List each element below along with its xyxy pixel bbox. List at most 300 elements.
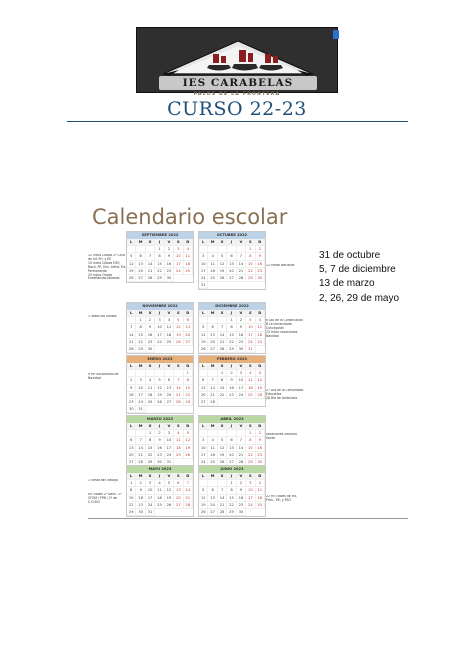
day-cell: 4 (165, 317, 174, 324)
empty-cell (208, 480, 217, 487)
day-cell: 25 (256, 339, 265, 346)
day-cell: 20 (174, 495, 183, 502)
day-cell: 1 (146, 430, 155, 437)
day-cell: 20 (227, 452, 236, 459)
day-cell: 24 (199, 459, 208, 466)
day-cell: 21 (218, 502, 227, 509)
day-cell: 27 (165, 399, 174, 406)
day-cell: 8 (246, 253, 255, 260)
month-6 (126, 415, 194, 467)
day-cell: 16 (146, 332, 155, 339)
day-cell: 22 (184, 392, 193, 399)
weekday-label: D (184, 423, 193, 430)
day-cell: 17 (246, 495, 255, 502)
day-cell: 23 (237, 339, 246, 346)
day-cell: 31 (146, 509, 155, 516)
weekday-label: X (218, 363, 227, 370)
day-cell: 19 (218, 268, 227, 275)
day-cell: 22 (246, 452, 255, 459)
weekday-label: M (136, 363, 145, 370)
day-cell: 11 (165, 324, 174, 331)
day-cell: 11 (146, 385, 155, 392)
weekday-label: V (237, 310, 246, 317)
day-cell: 16 (136, 495, 145, 502)
weekday-label: X (218, 473, 227, 480)
day-grid (199, 363, 265, 406)
day-cell: 5 (199, 324, 208, 331)
day-cell: 5 (199, 487, 208, 494)
day-cell: 29 (146, 459, 155, 466)
weekday-label: X (146, 473, 155, 480)
weekday-label: D (256, 473, 265, 480)
weekday-label: D (256, 310, 265, 317)
day-grid (199, 239, 265, 289)
day-cell: 13 (127, 445, 136, 452)
school-logo (136, 27, 338, 93)
weekday-label: L (127, 363, 136, 370)
day-cell: 20 (227, 268, 236, 275)
note-june: 22 Fin clases de Inf., Prim., EE, y ESO (266, 495, 298, 502)
weekday-label: J (155, 239, 164, 246)
day-cell: 17 (155, 332, 164, 339)
weekday-label: M (136, 473, 145, 480)
day-cell: 4 (146, 377, 155, 384)
day-cell: 24 (136, 399, 145, 406)
day-cell: 8 (136, 324, 145, 331)
empty-cell (136, 246, 145, 253)
weekday-label: L (199, 239, 208, 246)
day-grid (199, 473, 265, 516)
day-cell: 4 (174, 430, 183, 437)
day-cell: 5 (184, 430, 193, 437)
weekday-label: L (199, 310, 208, 317)
day-cell: 9 (237, 324, 246, 331)
day-cell: 23 (227, 392, 236, 399)
day-cell: 1 (127, 480, 136, 487)
empty-cell (199, 246, 208, 253)
weekday-label: D (184, 363, 193, 370)
day-cell: 12 (256, 377, 265, 384)
day-cell: 5 (155, 377, 164, 384)
day-cell: 28 (127, 346, 136, 353)
day-cell: 24 (199, 275, 208, 282)
day-cell: 18 (246, 385, 255, 392)
month-name: ENERO 2023 (127, 356, 193, 363)
day-cell: 7 (218, 487, 227, 494)
day-cell: 5 (218, 437, 227, 444)
day-cell: 29 (246, 459, 255, 466)
weekday-label: D (256, 363, 265, 370)
day-cell: 19 (256, 385, 265, 392)
day-cell: 26 (184, 452, 193, 459)
weekday-label: L (127, 473, 136, 480)
weekday-label: X (218, 310, 227, 317)
day-cell: 29 (155, 275, 164, 282)
logo-tagline: PALOS DE LA FRONTERA (193, 92, 281, 97)
empty-cell (174, 370, 183, 377)
day-cell: 30 (146, 346, 155, 353)
day-cell: 30 (237, 346, 246, 353)
day-cell: 22 (136, 339, 145, 346)
weekday-label: V (165, 473, 174, 480)
weekday-label: S (174, 363, 183, 370)
day-cell: 19 (155, 392, 164, 399)
day-cell: 13 (165, 385, 174, 392)
empty-cell (127, 317, 136, 324)
day-cell: 30 (127, 406, 136, 413)
day-cell: 22 (127, 502, 136, 509)
day-cell: 7 (127, 324, 136, 331)
day-cell: 21 (136, 452, 145, 459)
weekday-label: S (246, 473, 255, 480)
day-cell: 14 (218, 495, 227, 502)
note-may-end: Fin clases 2º Bach. 2º CFGM / FPB / 2º de C.G.EIO (88, 493, 122, 504)
day-cell: 2 (165, 246, 174, 253)
day-cell: 24 (155, 339, 164, 346)
day-cell: 17 (146, 495, 155, 502)
day-cell: 29 (127, 509, 136, 516)
day-grid (127, 310, 193, 353)
day-cell: 29 (227, 509, 236, 516)
day-cell: 14 (208, 385, 217, 392)
day-cell: 31 (165, 459, 174, 466)
day-cell: 4 (208, 253, 217, 260)
day-cell: 7 (237, 253, 246, 260)
day-cell: 10 (199, 445, 208, 452)
note-february: 27 Día de la Comunidad Educativa 28 Día de Andalucía (266, 389, 304, 400)
day-cell: 16 (127, 392, 136, 399)
day-cell: 10 (237, 377, 246, 384)
day-cell: 26 (199, 509, 208, 516)
day-cell: 7 (136, 437, 145, 444)
day-cell: 28 (174, 399, 183, 406)
weekday-label: X (146, 423, 155, 430)
day-cell: 20 (136, 268, 145, 275)
day-cell: 21 (146, 268, 155, 275)
day-cell: 25 (146, 399, 155, 406)
day-cell: 1 (227, 317, 236, 324)
day-cell: 19 (218, 452, 227, 459)
day-cell: 15 (227, 332, 236, 339)
weekday-label: J (227, 239, 236, 246)
day-cell: 2 (256, 430, 265, 437)
empty-cell (127, 370, 136, 377)
day-cell: 25 (174, 452, 183, 459)
month-5 (198, 355, 266, 407)
day-cell: 25 (208, 275, 217, 282)
weekday-label: S (174, 310, 183, 317)
day-cell: 21 (237, 452, 246, 459)
day-cell: 6 (127, 437, 136, 444)
month-8 (126, 465, 194, 517)
day-cell: 24 (246, 339, 255, 346)
day-cell: 1 (246, 246, 255, 253)
day-cell: 2 (127, 377, 136, 384)
day-cell: 18 (174, 445, 183, 452)
month-7 (198, 415, 266, 467)
day-cell: 8 (155, 253, 164, 260)
day-cell: 9 (155, 437, 164, 444)
day-cell: 22 (155, 268, 164, 275)
day-cell: 7 (174, 377, 183, 384)
day-cell: 15 (246, 445, 255, 452)
day-cell: 19 (199, 339, 208, 346)
day-cell: 16 (237, 332, 246, 339)
weekday-label: J (227, 423, 236, 430)
day-cell: 15 (155, 261, 164, 268)
day-cell: 18 (155, 495, 164, 502)
day-cell: 9 (237, 487, 246, 494)
day-cell: 17 (136, 392, 145, 399)
day-cell: 3 (237, 370, 246, 377)
day-cell: 22 (246, 268, 255, 275)
day-cell: 2 (227, 370, 236, 377)
day-cell: 29 (246, 275, 255, 282)
day-cell: 12 (165, 487, 174, 494)
month-0 (126, 231, 194, 283)
day-cell: 14 (237, 261, 246, 268)
day-cell: 7 (146, 253, 155, 260)
notable-dates (319, 249, 399, 306)
note-october: 12 Fiesta Nacional (266, 264, 295, 267)
day-cell: 10 (174, 253, 183, 260)
day-cell: 4 (184, 246, 193, 253)
weekday-label: M (208, 239, 217, 246)
day-cell: 10 (165, 437, 174, 444)
day-cell: 30 (136, 509, 145, 516)
empty-cell (208, 246, 217, 253)
day-cell: 20 (165, 392, 174, 399)
day-cell: 18 (208, 268, 217, 275)
day-cell: 26 (218, 275, 227, 282)
day-cell: 5 (174, 317, 183, 324)
day-cell: 31 (199, 282, 208, 289)
day-cell: 28 (146, 275, 155, 282)
empty-cell (127, 430, 136, 437)
day-cell: 12 (127, 261, 136, 268)
day-cell: 8 (227, 487, 236, 494)
empty-cell (237, 430, 246, 437)
day-cell: 8 (184, 377, 193, 384)
day-cell: 13 (208, 332, 217, 339)
month-name: ABRIL 2023 (199, 416, 265, 423)
weekday-label: J (227, 310, 236, 317)
day-cell: 17 (199, 268, 208, 275)
note-april: Vacaciones Semana Santa (266, 433, 297, 440)
day-cell: 14 (174, 385, 183, 392)
day-cell: 12 (199, 495, 208, 502)
day-cell: 11 (208, 261, 217, 268)
day-cell: 10 (155, 324, 164, 331)
day-cell: 2 (237, 317, 246, 324)
day-cell: 15 (146, 445, 155, 452)
weekday-label: J (155, 473, 164, 480)
weekday-label: M (208, 473, 217, 480)
day-cell: 11 (246, 377, 255, 384)
date-item: 13 de marzo (319, 278, 375, 290)
weekday-label: M (208, 310, 217, 317)
day-cell: 28 (218, 346, 227, 353)
day-cell: 17 (246, 332, 255, 339)
month-name: OCTUBRE 2022 (199, 232, 265, 239)
day-cell: 6 (227, 253, 236, 260)
empty-cell (227, 246, 236, 253)
weekday-label: M (208, 363, 217, 370)
day-cell: 30 (256, 459, 265, 466)
day-cell: 26 (218, 459, 227, 466)
day-cell: 27 (208, 509, 217, 516)
day-cell: 29 (136, 346, 145, 353)
day-cell: 25 (246, 392, 255, 399)
empty-cell (127, 246, 136, 253)
caravels-icon (159, 40, 317, 76)
weekday-label: V (237, 363, 246, 370)
day-cell: 18 (208, 452, 217, 459)
day-cell: 15 (246, 261, 255, 268)
weekday-label: S (174, 473, 183, 480)
day-cell: 20 (184, 332, 193, 339)
day-cell: 8 (227, 324, 236, 331)
day-cell: 30 (165, 275, 174, 282)
day-cell: 15 (184, 385, 193, 392)
day-cell: 27 (208, 346, 217, 353)
day-cell: 28 (208, 399, 217, 406)
weekday-label: V (237, 473, 246, 480)
day-cell: 18 (184, 261, 193, 268)
day-cell: 19 (127, 268, 136, 275)
empty-cell (136, 370, 145, 377)
weekday-label: V (165, 310, 174, 317)
day-cell: 3 (199, 253, 208, 260)
day-cell: 8 (127, 487, 136, 494)
day-cell: 2 (237, 480, 246, 487)
day-cell: 3 (146, 480, 155, 487)
weekday-label: D (256, 239, 265, 246)
day-cell: 13 (174, 487, 183, 494)
empty-cell (218, 317, 227, 324)
month-9 (198, 465, 266, 517)
day-cell: 19 (174, 332, 183, 339)
day-cell: 6 (136, 253, 145, 260)
empty-cell (218, 246, 227, 253)
weekday-label: S (174, 423, 183, 430)
day-cell: 23 (237, 502, 246, 509)
day-cell: 7 (237, 437, 246, 444)
day-cell: 15 (127, 495, 136, 502)
day-cell: 4 (208, 437, 217, 444)
day-cell: 12 (174, 324, 183, 331)
date-item: 2, 26, 29 de mayo (319, 292, 400, 304)
day-cell: 26 (174, 339, 183, 346)
day-cell: 12 (199, 332, 208, 339)
month-1 (198, 231, 266, 290)
empty-cell (218, 430, 227, 437)
day-cell: 22 (227, 502, 236, 509)
day-cell: 6 (208, 487, 217, 494)
day-cell: 5 (256, 370, 265, 377)
day-cell: 1 (218, 370, 227, 377)
day-cell: 25 (208, 459, 217, 466)
day-grid (199, 423, 265, 466)
day-cell: 25 (184, 268, 193, 275)
day-cell: 6 (184, 317, 193, 324)
day-cell: 25 (165, 339, 174, 346)
day-cell: 10 (146, 487, 155, 494)
date-item: 31 de octubre (319, 250, 381, 261)
day-cell: 27 (184, 339, 193, 346)
day-cell: 20 (127, 452, 136, 459)
logo-text: IES CARABELAS (159, 76, 317, 90)
month-name: MAYO 2023 (127, 466, 193, 473)
weekday-label: D (184, 473, 193, 480)
day-cell: 7 (218, 324, 227, 331)
empty-cell (155, 370, 164, 377)
day-cell: 18 (256, 495, 265, 502)
day-cell: 1 (155, 246, 164, 253)
day-cell: 13 (184, 324, 193, 331)
month-name: FEBRERO 2023 (199, 356, 265, 363)
weekday-label: V (165, 239, 174, 246)
day-cell: 15 (227, 495, 236, 502)
day-cell: 24 (237, 392, 246, 399)
day-cell: 17 (165, 445, 174, 452)
month-name: NOVIEMBRE 2022 (127, 303, 193, 310)
day-grid (127, 423, 193, 466)
day-cell: 18 (165, 332, 174, 339)
day-cell: 24 (146, 502, 155, 509)
weekday-label: J (155, 363, 164, 370)
month-3 (198, 302, 266, 354)
empty-cell (208, 370, 217, 377)
day-cell: 12 (155, 385, 164, 392)
day-cell: 10 (199, 261, 208, 268)
day-cell: 21 (237, 268, 246, 275)
day-cell: 13 (227, 445, 236, 452)
weekday-label: X (218, 239, 227, 246)
day-cell: 5 (218, 253, 227, 260)
day-cell: 17 (199, 452, 208, 459)
day-cell: 21 (174, 392, 183, 399)
day-cell: 9 (136, 487, 145, 494)
day-cell: 3 (199, 437, 208, 444)
day-cell: 31 (136, 406, 145, 413)
day-cell: 1 (184, 370, 193, 377)
weekday-label: J (155, 310, 164, 317)
empty-cell (199, 430, 208, 437)
day-cell: 14 (127, 332, 136, 339)
day-cell: 4 (256, 480, 265, 487)
weekday-label: J (227, 363, 236, 370)
day-cell: 23 (127, 399, 136, 406)
note-may: 1 Fiesta del Trabajo (88, 479, 118, 482)
day-cell: 2 (256, 246, 265, 253)
day-cell: 20 (208, 502, 217, 509)
empty-cell (165, 370, 174, 377)
day-cell: 2 (155, 430, 164, 437)
day-cell: 28 (184, 502, 193, 509)
day-cell: 9 (256, 437, 265, 444)
day-cell: 21 (184, 495, 193, 502)
weekday-label: M (208, 423, 217, 430)
day-cell: 25 (256, 502, 265, 509)
day-cell: 20 (199, 392, 208, 399)
day-cell: 27 (199, 399, 208, 406)
day-cell: 14 (218, 332, 227, 339)
day-cell: 21 (218, 339, 227, 346)
day-cell: 16 (165, 261, 174, 268)
day-cell: 5 (165, 480, 174, 487)
weekday-label: X (218, 423, 227, 430)
